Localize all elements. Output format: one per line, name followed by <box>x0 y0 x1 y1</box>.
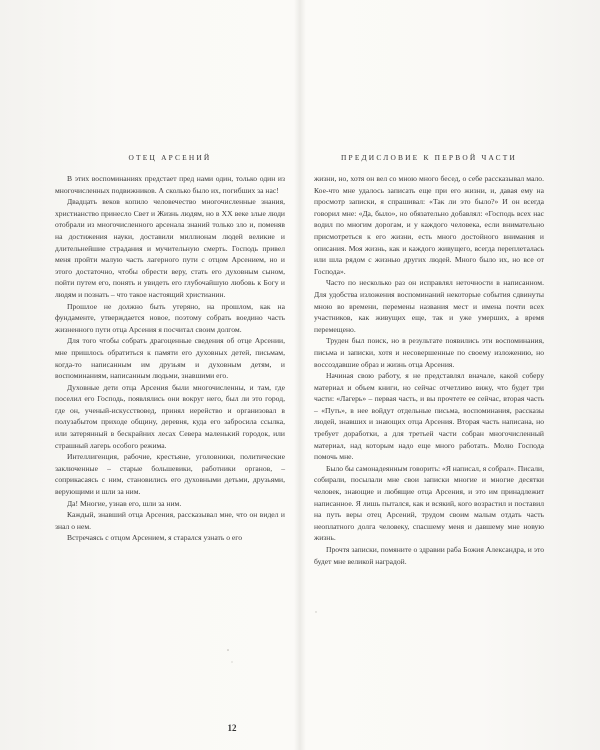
left-page-body <box>55 173 285 544</box>
paragraph: Труден был поиск, но в результате появились эти воспоминания, письма и записки, хотя и несовершенные по своему изложению, но воссоздавшие образ и жизнь отца Арсения. <box>314 336 544 369</box>
page-number: 12 <box>227 723 237 733</box>
paragraph: жизни, но, хотя он вел со мною много бесед, о себе рассказывал мало. Кое-что мне удалось записать еще при его жизни, и, давая ему на просмотр записки, я спрашивал: «Так ли это было?» И он всегда говорил мне: «Да, было», но обязательно добавлял: «Господь всех нас водил по многим дорогам, и у каждого человека, если внимательно присмотреться к его жизни, есть много достойного внимания и описания. Моя жизнь, как и каждого живущего, всегда переплеталась или шла рядом с жизнью других людей. Много было их, но все от Господа». <box>314 174 544 276</box>
paper-speck <box>231 661 232 662</box>
paragraph: Двадцать веков копило человечество многочисленные знания, христианство принесло Свет и Жизнь людям, но в XX веке злые люди отобрали из многочисленного арсенала знаний только зло и, поменяв на достижения науки, доставили миллионам людей великие и длительнейшие страдания и мучительную смерть. Господь привел меня пройти малую часть лагерного пути с отцом Арсением, но и этого достаточно, чтобы обрести веру, стать его духовным сыном, пойти путем его, понять и увидеть его глубочайшую любовь к Богу и людям и познать – что такое настоящий христианин. <box>55 197 285 299</box>
paragraph: Было бы самонадеянным говорить: «Я написал, я собрал». Писали, собирали, посылали мне свои записки многие и многие десятки человек, знающие и любящие отца Арсения, и это им принадлежит написанное. Я лишь пытался, как и всякий, кого возрастил и поставил на путь веры отец Арсений, трудом своим малым отдать часть неоплатного долга человеку, спасшему меня и давшему мне новую жизнь. <box>314 463 544 543</box>
right-page <box>314 153 544 567</box>
running-head-left: ОТЕЦ АРСЕНИЙ <box>128 153 212 162</box>
paragraph: Интеллигенция, рабочие, крестьяне, уголовники, политические заключенные – старые большевики, работники органов, – соприкасаясь с ним, становились его духовными детьми, друзьями, верующими и шли за ним. <box>55 452 285 497</box>
paragraph: Прочтя записки, помяните о здравии раба Божия Александра, и это будет мне великой наградой. <box>314 545 544 566</box>
running-head-right: ПРЕДИСЛОВИЕ К ПЕРВОЙ ЧАСТИ <box>340 153 517 162</box>
paragraph: Да! Многие, узнав его, шли за ним. <box>67 498 182 508</box>
paper-speck <box>227 649 229 651</box>
paragraph: Часто по несколько раз он исправлял неточности в написанном. Для удобства изложения воспоминаний некоторые события сдвинуты мною во времени, перемены названия мест и имена почти всех участников, как живущих еще, так и уже умерших, а время перемещено. <box>314 278 544 334</box>
paragraph: В этих воспоминаниях предстает пред нами один, только один из многочисленных подвижников. А сколько было их, погибших за нас! <box>55 174 285 195</box>
paragraph: Каждый, знавший отца Арсения, рассказывал мне, что он видел и знал о нем. <box>55 510 285 531</box>
paper-speck <box>315 611 316 612</box>
paragraph: Начиная свою работу, я не представлял вначале, какой соберу материал и объем книги, но сейчас отчетливо вижу, что будет три части: «Лагерь» – первая часть, и вы прочтете ее сейчас, вторая часть – «Путь», в нее войдут отдельные письма, воспоминания, рассказы людей, знавших и знающих отца Арсения. Вторая часть написана, но требует доработки, а для третьей части собран многочисленный материал, над которым надо еще много работать. Молю Господа помочь мне. <box>314 371 544 462</box>
paragraph: Духовные дети отца Арсения были многочисленны, и там, где поселил его Господь, появлялись они вокруг него, был ли это город, где он, ученый-искусствовед, принял иерейство и организовал в полузабытом приходе общину, деревня, куда его забросила ссылка, или затерянный в бескрайних лесах Севера маленький городок, или страшный лагерь особого режима. <box>55 382 285 450</box>
right-page-body <box>314 173 544 567</box>
left-page <box>55 153 285 733</box>
paragraph: Для того чтобы собрать драгоценные сведения об отце Арсении, мне пришлось обратиться к памяти его духовных детей, письмам, когда-то написанным им друзьям и духовным детям, и воспоминаниям, написанным людьми, знавшими его. <box>55 336 285 381</box>
paragraph: Встречаясь с отцом Арсением, я старался узнать о его <box>67 533 242 543</box>
paragraph: Прошлое не должно быть утеряно, на прошлом, как на фундаменте, утверждается новое, поэтому собрать воедино часть жизненного пути отца Арсения я посчитал своим долгом. <box>55 301 285 334</box>
